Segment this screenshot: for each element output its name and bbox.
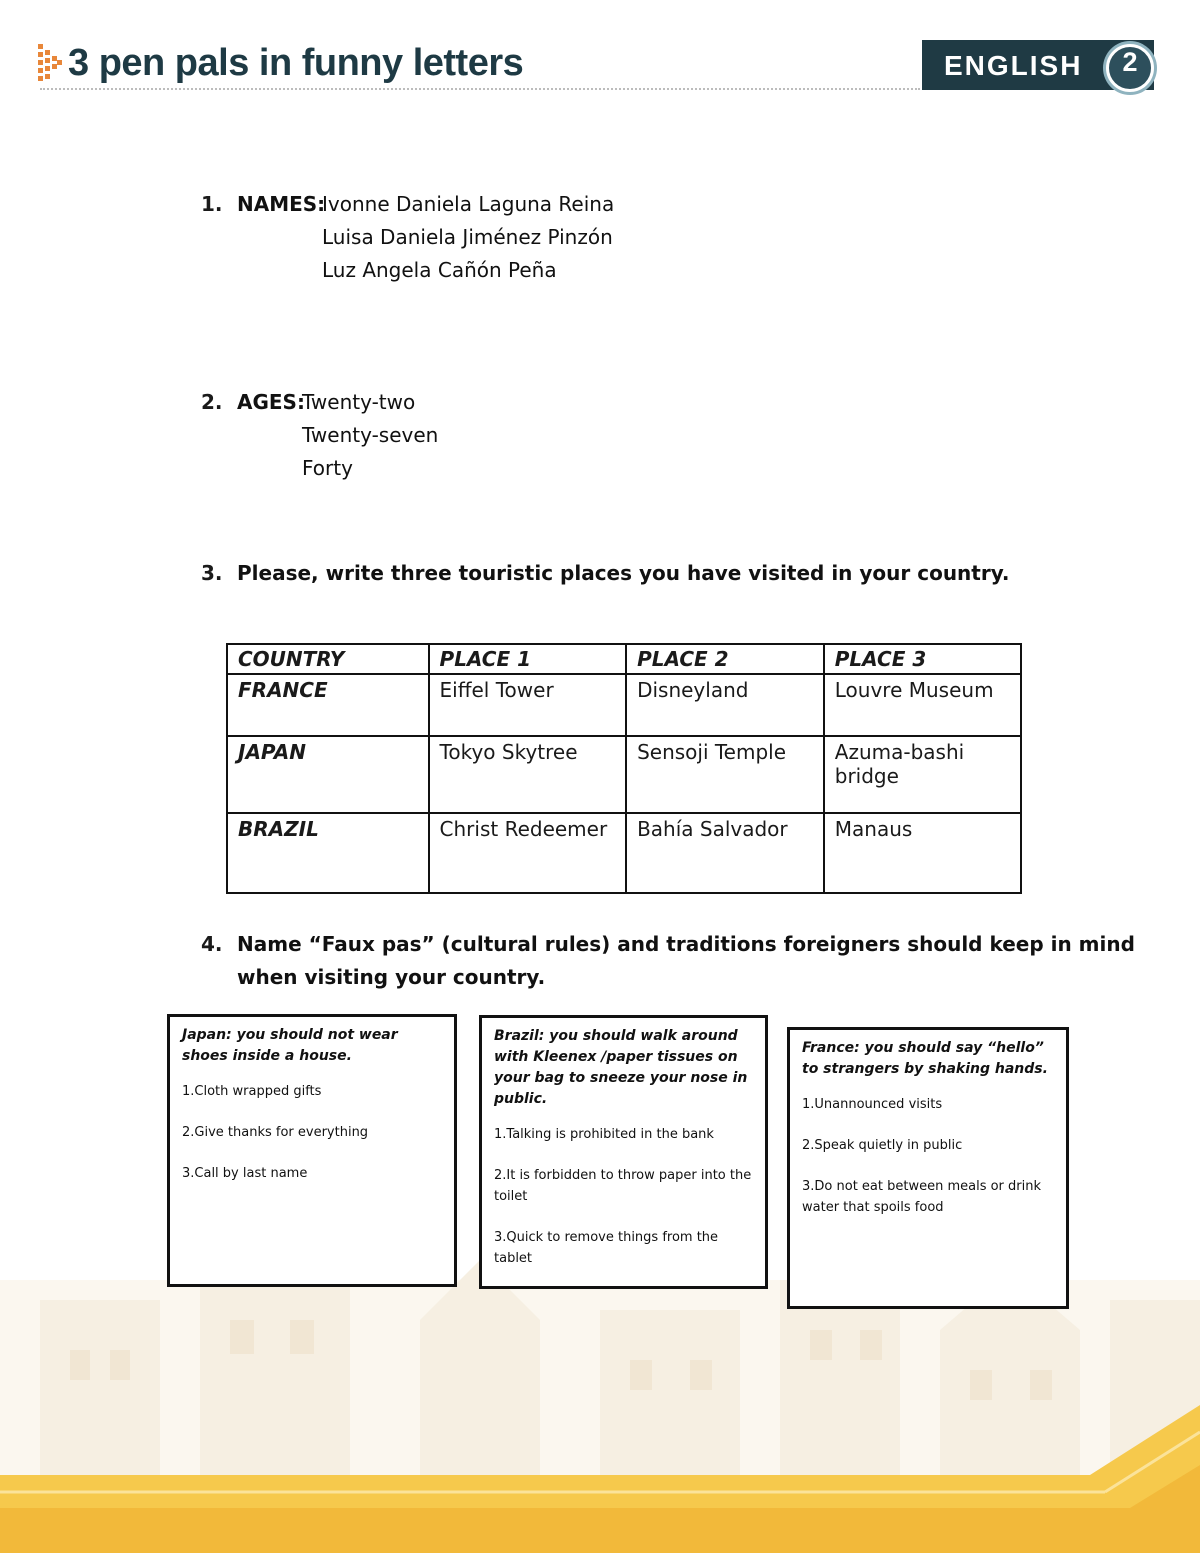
faux-pas-box-brazil (479, 1015, 768, 1289)
places-table (226, 643, 1022, 894)
faux-pas-intro: Brazil: you should walk around with Kleenex /paper tissues on your bag to sneeze your nose in public. (494, 1028, 748, 1107)
faux-pas-box-france (787, 1027, 1069, 1309)
q1-name-1: Ivonne Daniela Laguna Reina (322, 192, 615, 216)
title-divider (40, 88, 920, 90)
table-row (227, 736, 1021, 813)
faux-pas-rule: 1.Cloth wrapped gifts (182, 1084, 322, 1099)
table-header-cell: PLACE 1 (429, 644, 627, 674)
table-cell: Tokyo Skytree (429, 736, 627, 813)
table-row (227, 813, 1021, 893)
table-header-row (227, 644, 1021, 674)
table-row (227, 674, 1021, 736)
faux-pas-rule: 3.Do not eat between meals or drink water that spoils food (802, 1179, 1042, 1215)
table-cell: Sensoji Temple (626, 736, 824, 813)
q3-number: 3. (201, 561, 223, 585)
q2-number: 2. (201, 390, 223, 414)
q1-label (237, 192, 325, 216)
table-cell: Christ Redeemer (429, 813, 627, 893)
table-cell: Manaus (824, 813, 1021, 893)
faux-pas-box-japan (167, 1014, 457, 1287)
table-cell-country: BRAZIL (227, 813, 429, 893)
q2-age-1: Twenty-two (302, 390, 416, 414)
faux-pas-intro: France: you should say “hello” to strangers by shaking hands. (802, 1040, 1048, 1077)
q2-label (237, 390, 305, 414)
table-cell-country: FRANCE (227, 674, 429, 736)
q1-name-3: Luz Angela Cañón Peña (322, 258, 557, 282)
table-cell: Azuma-bashi bridge (824, 736, 1021, 813)
q1-name-2: Luisa Daniela Jiménez Pinzón (322, 225, 613, 249)
faux-pas-intro: Japan: you should not wear shoes inside a house. (182, 1027, 398, 1064)
faux-pas-rule: 2.It is forbidden to throw paper into the toilet (494, 1168, 752, 1204)
faux-pas-rule: 1.Talking is prohibited in the bank (494, 1127, 714, 1142)
q2-label-text: AGES: (237, 390, 305, 414)
table-cell: Louvre Museum (824, 674, 1021, 736)
page-title: 3 pen pals in funny letters (68, 42, 524, 84)
q4-text-line-2: when visiting your country. (237, 965, 546, 989)
table-cell: Eiffel Tower (429, 674, 627, 736)
course-badge-label: ENGLISH (944, 50, 1083, 81)
faux-pas-rule: 3.Quick to remove things from the tablet (494, 1230, 719, 1266)
q4-text-line-1: Name “Faux pas” (cultural rules) and traditions foreigners should keep in mind (237, 932, 1135, 956)
faux-pas-rule: 2.Speak quietly in public (802, 1138, 963, 1153)
table-header-cell: PLACE 2 (626, 644, 824, 674)
course-level-number: 2 (1122, 47, 1138, 77)
q1-number: 1. (201, 192, 223, 216)
faux-pas-rule: 2.Give thanks for everything (182, 1125, 369, 1140)
faux-pas-rule: 1.Unannounced visits (802, 1097, 943, 1112)
table-cell: Bahía Salvador (626, 813, 824, 893)
table-cell: Disneyland (626, 674, 824, 736)
table-cell-country: JAPAN (227, 736, 429, 813)
q4-number: 4. (201, 932, 223, 956)
q2-age-2: Twenty-seven (302, 423, 439, 447)
q1-label-text: NAMES: (237, 192, 326, 216)
q3-text: Please, write three touristic places you have visited in your country. (237, 561, 1010, 585)
play-arrow-icon (38, 44, 62, 84)
table-header-cell: COUNTRY (227, 644, 429, 674)
faux-pas-rule: 3.Call by last name (182, 1166, 308, 1181)
table-header-cell: PLACE 3 (824, 644, 1021, 674)
q2-age-3: Forty (302, 456, 353, 480)
